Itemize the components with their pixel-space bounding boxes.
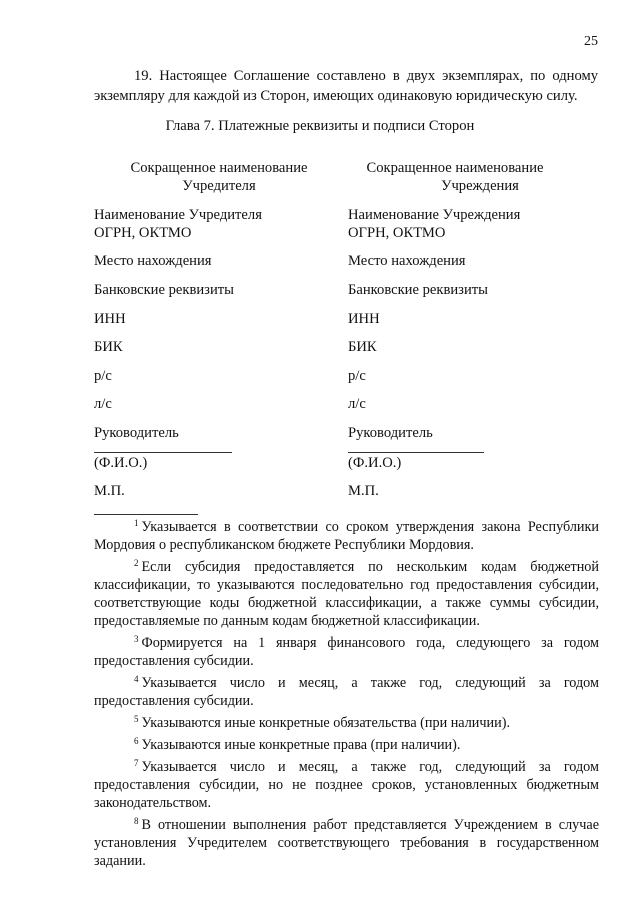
founder-rs-label: р/с <box>94 368 112 384</box>
founder-inn-label: ИНН <box>94 311 126 327</box>
founder-fio-label: (Ф.И.О.) <box>94 455 148 471</box>
institution-heading-line1: Сокращенное наименование <box>366 160 544 176</box>
institution-head-label: Руководитель <box>348 425 433 441</box>
footnote-2 <box>94 554 599 630</box>
footnote-7 <box>94 754 599 812</box>
institution-inn-label: ИНН <box>348 311 380 327</box>
footnote-text: Указывается число и месяц, а также год, следующий за годом предоставления субсидии. <box>94 675 599 709</box>
founder-heading-line2: Учредителя <box>182 178 256 194</box>
footnotes <box>94 514 599 870</box>
institution-heading-line2: Учреждения <box>441 178 519 194</box>
footnote-8 <box>94 812 599 870</box>
footnote-text: Указывается в соответствии со сроком утверждения закона Республики Мордовия о республиканском бюджете Республики Мордовия. <box>94 519 599 553</box>
footnote-6 <box>94 732 599 754</box>
institution-location-label: Место нахождения <box>348 253 466 269</box>
footnote-mark: 6 <box>134 736 139 746</box>
footnote-text: Формируется на 1 января финансового года, следующего за годом предоставления субсидии. <box>94 635 599 669</box>
institution-heading <box>348 159 598 199</box>
footnote-text: Указываются иные конкретные права (при наличии). <box>141 737 461 753</box>
footnote-mark: 1 <box>134 518 139 528</box>
footnote-text: В отношении выполнения работ представляется Учреждением в случае установления Учредителем соответствующего требования в государственном задании. <box>94 817 599 869</box>
footnote-mark: 8 <box>134 816 139 826</box>
founder-ogrn-label: ОГРН, ОКТМО <box>94 225 192 241</box>
footnote-text: Указываются иные конкретные обязательства (при наличии). <box>141 715 510 731</box>
institution-name-label: Наименование Учреждения <box>348 207 521 223</box>
founder-bank-label: Банковские реквизиты <box>94 282 234 298</box>
footnote-text: Если субсидия предоставляется по нескольким кодам бюджетной классификации, то указываются последовательно год предоставления субсидии, соответствующие коды бюджетной классификации, а также суммы субсидии, предоставляемые по данным кодам бюджетной классификации. <box>94 559 599 629</box>
founder-requisites-column <box>94 159 344 499</box>
footnote-3 <box>94 630 599 670</box>
institution-bank-label: Банковские реквизиты <box>348 282 488 298</box>
page-number: 25 <box>584 34 598 49</box>
founder-stamp-label: М.П. <box>94 483 125 499</box>
clause-19: 19. Настоящее Соглашение составлено в двух экземплярах, по одному экземпляру для каждой из Сторон, имеющих одинаковую юридическую силу. <box>94 68 598 104</box>
institution-requisites-column <box>348 159 598 499</box>
footnote-mark: 3 <box>134 634 139 644</box>
founder-heading-line1: Сокращенное наименование <box>130 160 308 176</box>
chapter-title: Глава 7. Платежные реквизиты и подписи Сторон <box>165 118 475 134</box>
institution-bik-label: БИК <box>348 339 377 355</box>
founder-head-label: Руководитель <box>94 425 179 441</box>
institution-ls-label: л/с <box>348 396 366 412</box>
footnote-mark: 7 <box>134 758 139 768</box>
founder-ls-label: л/с <box>94 396 112 412</box>
founder-bik-label: БИК <box>94 339 123 355</box>
founder-location-label: Место нахождения <box>94 253 212 269</box>
footnote-5 <box>94 710 599 732</box>
institution-fio-label: (Ф.И.О.) <box>348 455 402 471</box>
institution-rs-label: р/с <box>348 368 366 384</box>
founder-name-label: Наименование Учредителя <box>94 207 262 223</box>
footnote-1 <box>94 514 599 554</box>
footnote-text: Указывается число и месяц, а также год, следующий за годом предоставления субсидии, но не позднее сроков, установленных бюджетным законодательством. <box>94 759 599 811</box>
founder-heading <box>94 159 344 199</box>
footnote-mark: 4 <box>134 674 139 684</box>
footnote-4 <box>94 670 599 710</box>
footnote-mark: 2 <box>134 558 139 568</box>
institution-stamp-label: М.П. <box>348 483 379 499</box>
footnote-mark: 5 <box>134 714 139 724</box>
institution-ogrn-label: ОГРН, ОКТМО <box>348 225 446 241</box>
